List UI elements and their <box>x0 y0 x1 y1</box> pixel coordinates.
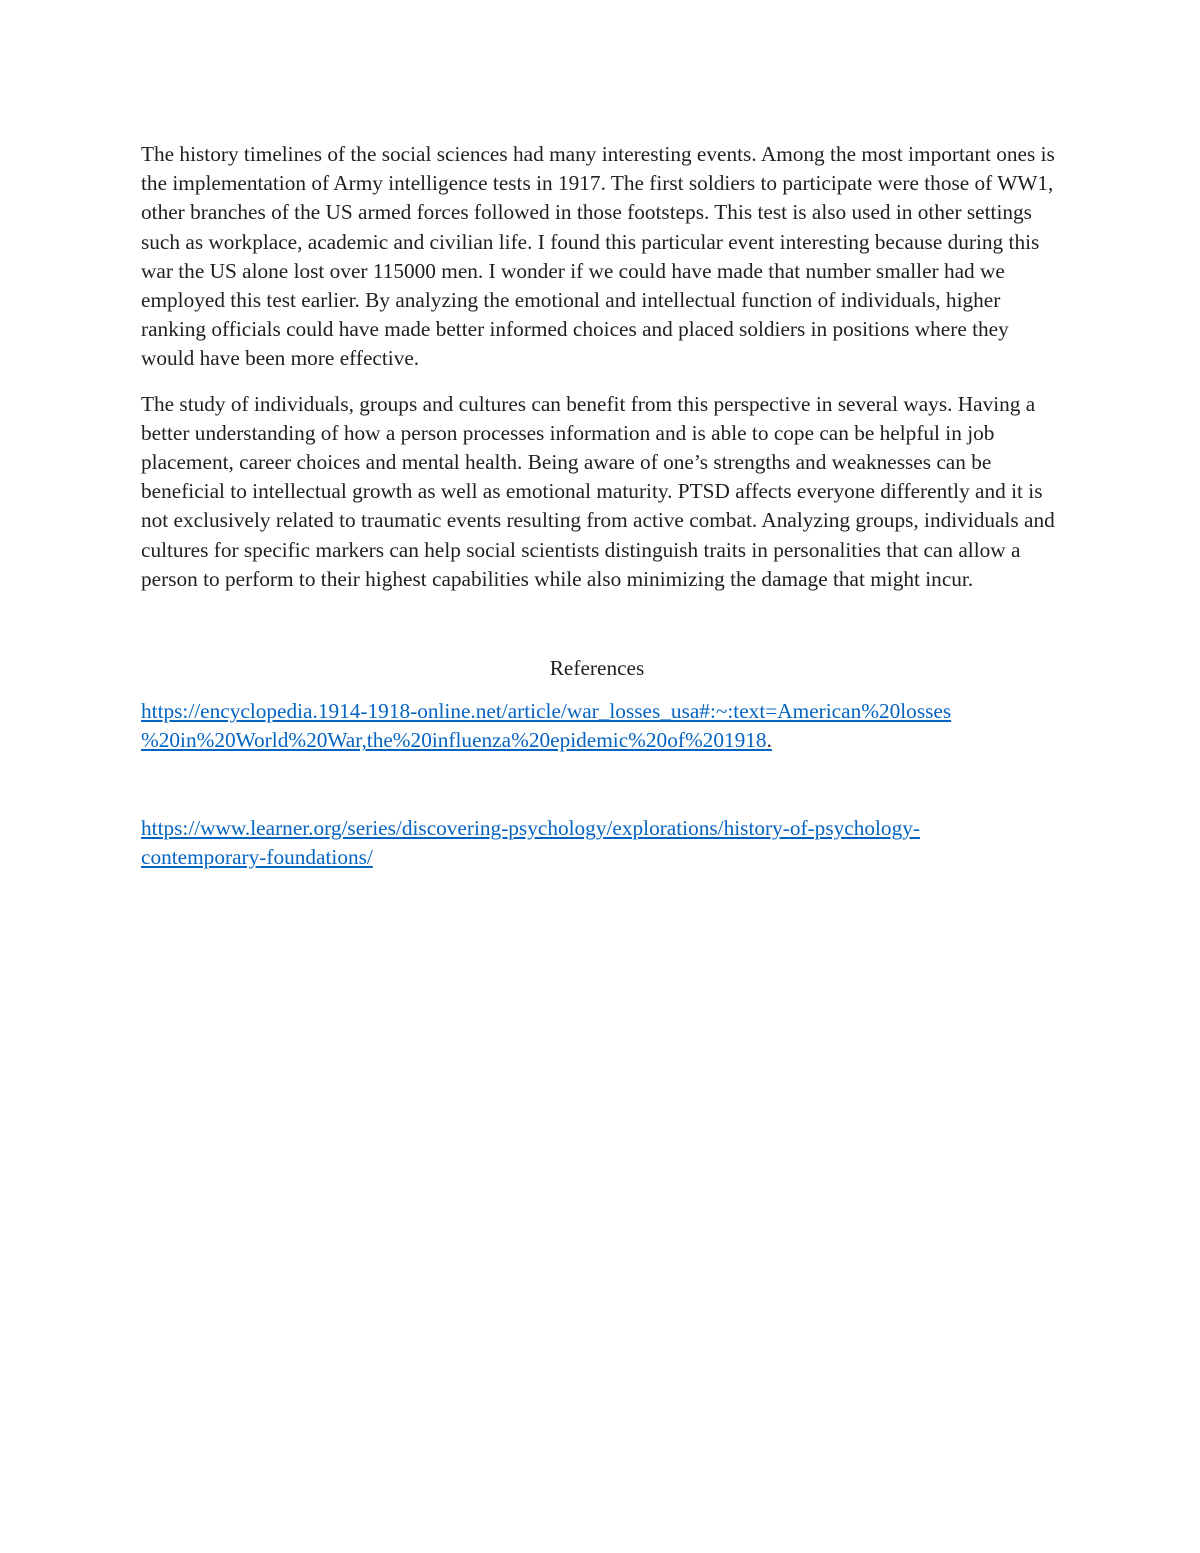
reference-link-line: https://www.learner.org/series/discovering-psychology/explorations/history-of-psychology- <box>141 815 920 840</box>
reference-link-line: contemporary-foundations/ <box>141 844 373 869</box>
reference-trailing: . <box>766 728 772 753</box>
reference-item <box>141 814 1066 872</box>
reference-link-line: %20in%20World%20War,the%20influenza%20epidemic%20of%201918 <box>141 728 767 753</box>
reference-link-encyclopedia[interactable] <box>141 697 1066 755</box>
paragraph-study: The study of individuals, groups and cultures can benefit from this perspective in several ways. Having a better understanding of how a person processes information and is able to cope can be helpful in job placement, career choices and mental health. Being aware of one’s strengths and weaknesses can be beneficial to intellectual growth as well as emotional maturity. PTSD affects everyone differently and it is not exclusively related to traumatic events resulting from active combat. Analyzing groups, individuals and cultures for specific markers can help social scientists distinguish traits in personalities that can allow a person to perform to their highest capabilities while also minimizing the damage that might incur. <box>141 391 1055 591</box>
references-heading: References <box>549 656 645 681</box>
reference-item <box>141 697 1066 755</box>
reference-link-learner[interactable] <box>141 814 1066 872</box>
reference-link-line: https://encyclopedia.1914-1918-online.net/article/war_losses_usa#:~:text=American%20losses <box>141 699 952 724</box>
paragraph-history: The history timelines of the social sciences had many interesting events. Among the most important ones is the implementation of Army intelligence tests in 1917. The first soldiers to participate were those of WW1, other branches of the US armed forces followed in those footsteps. This test is also used in other settings such as workplace, academic and civilian life. I found this particular event interesting because during this war the US alone lost over 115000 men. I wonder if we could have made that number smaller had we employed this test earlier. By analyzing the emotional and intellectual function of individuals, higher ranking officials could have made better informed choices and placed soldiers in positions where they would have been more effective. <box>141 142 1055 371</box>
document-body <box>141 140 1066 872</box>
